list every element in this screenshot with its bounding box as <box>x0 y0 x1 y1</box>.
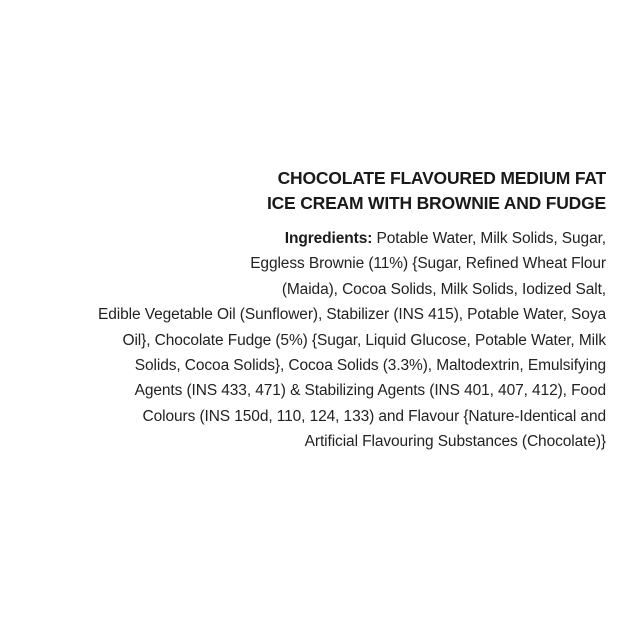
ingredient-label-panel <box>16 166 606 455</box>
ingredients-line-7: Agents (INS 433, 471) & Stabilizing Agents (INS 401, 407, 412), Food <box>134 382 606 400</box>
ingredients-heading: Ingredients: <box>284 230 373 247</box>
ingredients-line-5: Oil}, Chocolate Fudge (5%) {Sugar, Liquid Glucose, Potable Water, Milk <box>122 331 606 349</box>
ingredients-line-3: (Maida), Cocoa Solids, Milk Solids, Iodized Salt, <box>281 280 606 298</box>
product-title <box>16 166 606 216</box>
ingredients-list <box>16 226 606 455</box>
ingredients-line-9: Artificial Flavouring Substances (Chocolate)} <box>304 433 606 451</box>
ingredients-line-4: Edible Vegetable Oil (Sunflower), Stabilizer (INS 415), Potable Water, Soya <box>98 306 606 324</box>
ingredients-line-1 <box>16 226 606 251</box>
product-title-line-2: ICE CREAM WITH BROWNIE AND FUDGE <box>266 193 606 213</box>
ingredients-line-6: Solids, Cocoa Solids}, Cocoa Solids (3.3%), Maltodextrin, Emulsifying <box>134 357 606 375</box>
ingredients-text: Potable Water, Milk Solids, Sugar, <box>372 230 606 247</box>
ingredients-line-2: Eggless Brownie (11%) {Sugar, Refined Wheat Flour <box>250 255 606 273</box>
product-title-line-1: CHOCOLATE FLAVOURED MEDIUM FAT <box>277 168 606 188</box>
ingredients-line-8: Colours (INS 150d, 110, 124, 133) and Flavour {Nature-Identical and <box>142 407 606 425</box>
